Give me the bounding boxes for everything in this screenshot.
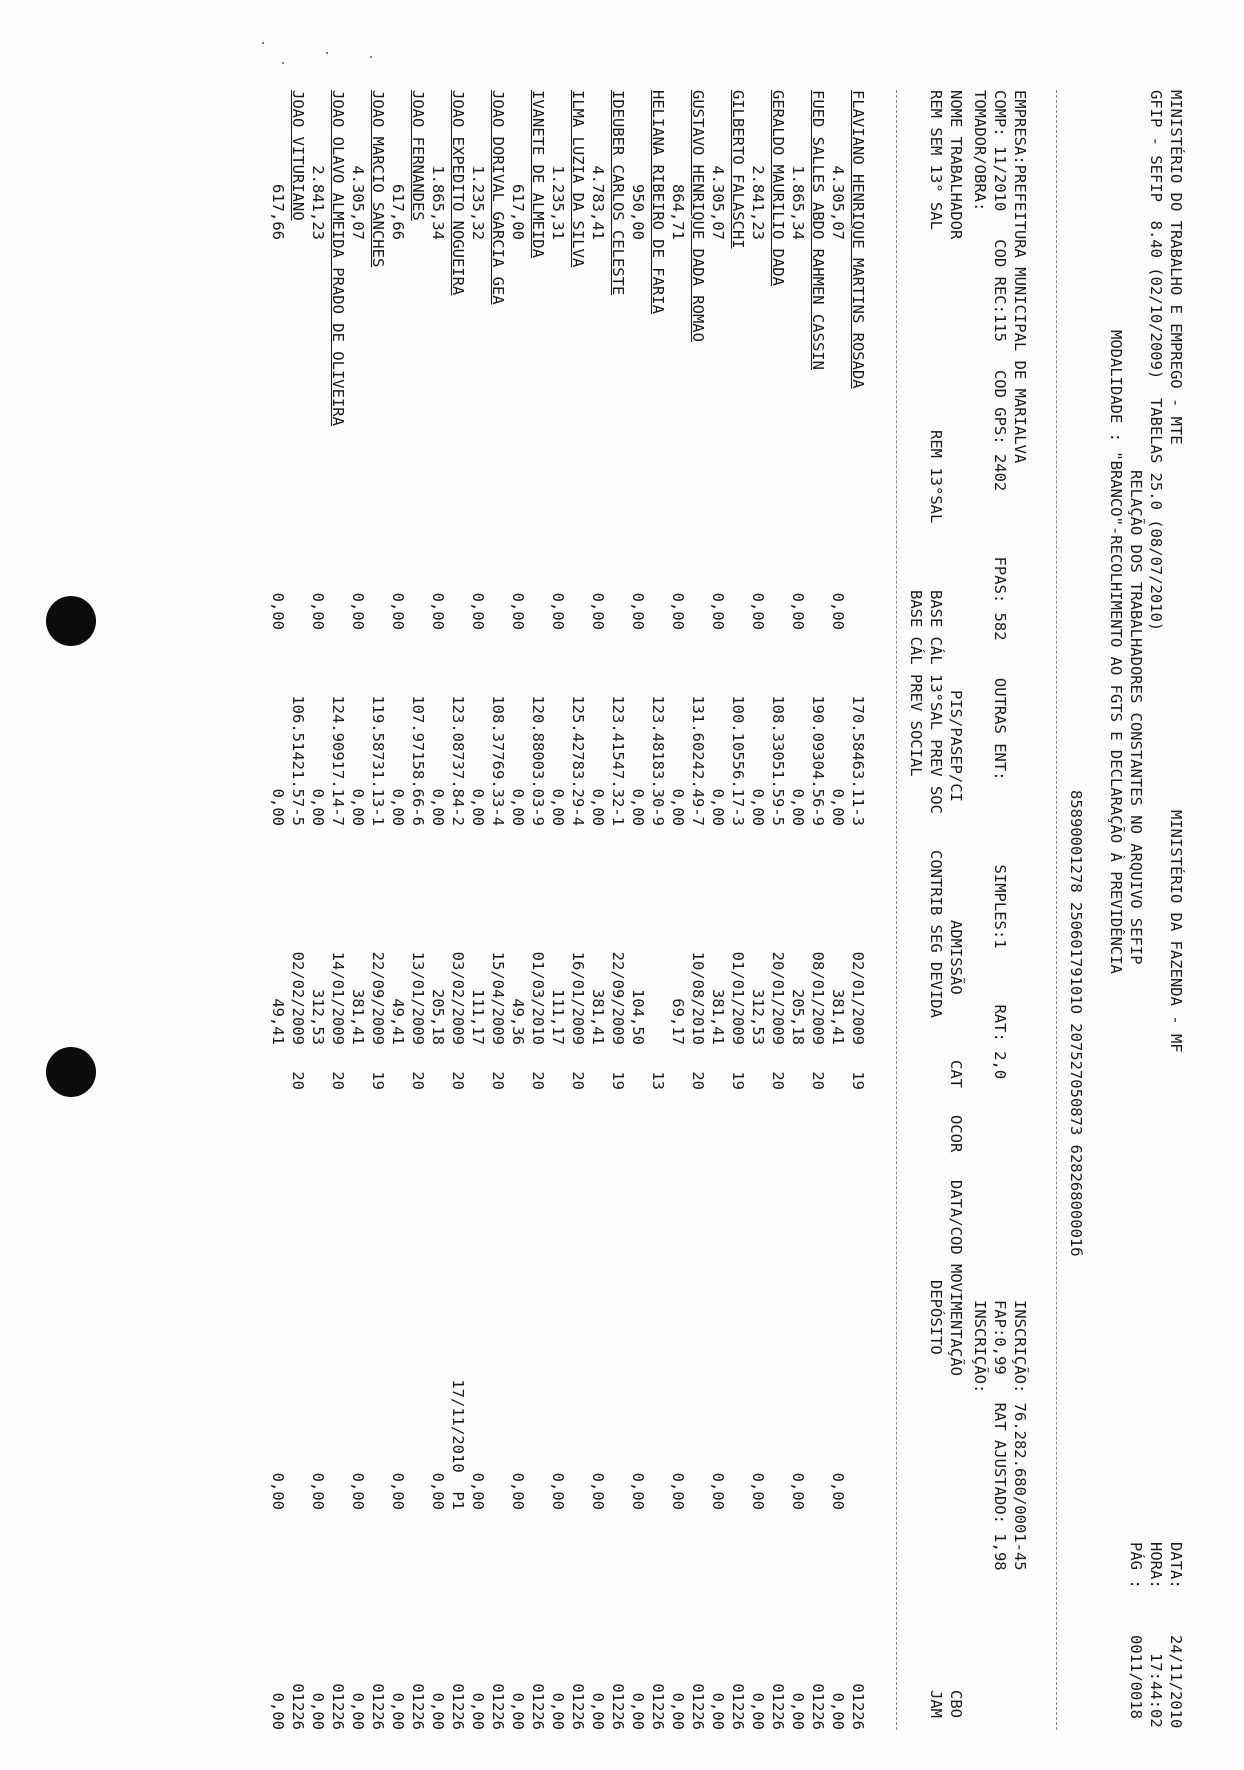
col-pis: PIS/PASEP/CI — [947, 690, 965, 802]
col-nome: NOME TRABALHADOR — [947, 90, 965, 240]
worker-row — [567, 90, 587, 1750]
worker-deposito: 0,00 — [669, 1472, 687, 1510]
comp-line: COMP: 11/2010 COD REC:115 COD GPS: 2402 FPAS: 582 OUTRAS ENT: SIMPLES:1 RAT: 2,0 — [991, 90, 1009, 1080]
worker-deposito: 0,00 — [829, 1472, 847, 1510]
col-base-prev: BASE CÁL PREV SOCIAL — [907, 590, 925, 777]
worker-row — [367, 90, 387, 1750]
ministry-left: MINISTÉRIO DO TRABALHO E EMPREGO - MTE — [1167, 90, 1185, 445]
worker-row — [647, 90, 667, 1750]
worker-pis: 120.88003.03-9 — [529, 695, 547, 826]
worker-admissao: 14/01/2009 — [329, 951, 347, 1045]
worker-cat: 20 — [329, 1071, 347, 1090]
worker-name: JOAO DORIVAL GARCIA GEA — [489, 90, 507, 305]
worker-deposito: 0,00 — [349, 1472, 367, 1510]
col-cat: CAT — [947, 1060, 965, 1088]
worker-row-values — [267, 90, 287, 1750]
worker-row-values — [507, 90, 527, 1750]
worker-deposito: 0,00 — [389, 1472, 407, 1510]
worker-jam: 0,00 — [749, 1692, 767, 1730]
worker-name: GUSTAVO HENRIQUE DADA ROMAO — [689, 90, 707, 342]
time-value: 17:44:02 — [1147, 1653, 1165, 1728]
worker-base13: 0,00 — [629, 788, 647, 826]
worker-admissao: 02/02/2009 — [289, 951, 307, 1045]
worker-admissao: 01/01/2009 — [729, 951, 747, 1045]
worker-base13: 0,00 — [549, 788, 567, 826]
worker-cat: 19 — [369, 1071, 387, 1090]
worker-rem13: 0,00 — [829, 592, 847, 630]
worker-pis: 100.10556.17-3 — [729, 695, 747, 826]
worker-cbo: 01226 — [449, 1683, 467, 1730]
worker-admissao: 13/01/2009 — [409, 951, 427, 1045]
worker-admissao: 08/01/2009 — [809, 951, 827, 1045]
worker-deposito: 0,00 — [549, 1472, 567, 1510]
worker-cbo: 01226 — [369, 1683, 387, 1730]
worker-base13: 0,00 — [469, 788, 487, 826]
worker-cbo: 01226 — [529, 1683, 547, 1730]
worker-admissao: 20/01/2009 — [769, 951, 787, 1045]
worker-name: JOAO MARCIO SANCHES — [369, 90, 387, 268]
worker-cbo: 01226 — [689, 1683, 707, 1730]
worker-contrib: 312,53 — [309, 989, 327, 1045]
worker-jam: 0,00 — [269, 1692, 287, 1730]
worker-contrib: 111,17 — [549, 989, 567, 1045]
worker-row — [447, 90, 467, 1750]
col-movimentacao: DATA/COD MOVIMENTAÇÃO — [947, 1180, 965, 1376]
worker-row — [847, 90, 867, 1750]
col-contrib: CONTRIB SEG DEVIDA — [927, 850, 945, 1018]
worker-row-values — [427, 90, 447, 1750]
worker-cbo: 01226 — [609, 1683, 627, 1730]
worker-pis: 170.58463.11-3 — [849, 695, 867, 826]
col-admissao: ADMISSÃO — [947, 920, 965, 995]
worker-deposito: 0,00 — [469, 1472, 487, 1510]
worker-jam: 0,00 — [789, 1692, 807, 1730]
worker-row-values — [627, 90, 647, 1750]
worker-deposito: 0,00 — [629, 1472, 647, 1510]
worker-rem13: 0,00 — [429, 592, 447, 630]
worker-rem13: 0,00 — [509, 592, 527, 630]
worker-rem13: 0,00 — [389, 592, 407, 630]
worker-row — [807, 90, 827, 1750]
worker-name: HELIANA RIBEIRO DE FARIA — [649, 90, 667, 314]
divider — [1056, 90, 1057, 1730]
worker-contrib: 381,41 — [349, 989, 367, 1045]
worker-rem-sem: 2.841,23 — [309, 165, 327, 240]
date-label: DATA: — [1167, 1542, 1185, 1589]
worker-row — [607, 90, 627, 1750]
worker-rem-sem: 617,66 — [269, 184, 287, 240]
worker-name: JOAO EXPEDITO NOGUEIRA — [449, 90, 467, 296]
worker-contrib: 111,17 — [469, 989, 487, 1045]
worker-rem13: 0,00 — [669, 592, 687, 630]
worker-deposito: 0,00 — [269, 1472, 287, 1510]
worker-cat: 19 — [729, 1071, 747, 1090]
worker-contrib: 104,50 — [629, 989, 647, 1045]
worker-pis: 123.41547.32-1 — [609, 695, 627, 826]
worker-cbo: 01226 — [329, 1683, 347, 1730]
worker-contrib: 49,41 — [389, 998, 407, 1045]
worker-row-values — [347, 90, 367, 1750]
worker-deposito: 0,00 — [589, 1472, 607, 1510]
worker-row — [287, 90, 307, 1750]
worker-name: JOAO VITURIANO — [289, 90, 307, 221]
worker-deposito: 0,00 — [309, 1472, 327, 1510]
worker-movimentacao: 17/11/2010 P1 — [449, 1379, 467, 1510]
worker-pis: 190.09304.56-9 — [809, 695, 827, 826]
date-value: 24/11/2010 — [1167, 1635, 1185, 1729]
inscricao: INSCRIÇÃO: 76.282.680/0001-45 — [1011, 1300, 1029, 1571]
worker-name: JOAO FERNANDES — [409, 90, 427, 221]
scan-speck — [326, 52, 328, 54]
worker-pis: 131.60242.49-7 — [689, 695, 707, 826]
file-code: 85890001278 25060179101O 20752705087З 62826800001б — [1067, 790, 1085, 1257]
worker-admissao: 01/03/2010 — [529, 951, 547, 1045]
worker-contrib: 69,17 — [669, 998, 687, 1045]
worker-rem13: 0,00 — [589, 592, 607, 630]
divider — [896, 90, 897, 1730]
col-base13: BASE CÁL 13°SAL PREV SOC — [927, 590, 945, 814]
worker-cat: 20 — [289, 1071, 307, 1090]
worker-row-values — [747, 90, 767, 1750]
worker-cat: 13 — [649, 1071, 667, 1090]
worker-rem13: 0,00 — [469, 592, 487, 630]
worker-cat: 20 — [569, 1071, 587, 1090]
worker-rem-sem: 864,71 — [669, 184, 687, 240]
worker-admissao: 22/09/2009 — [609, 951, 627, 1045]
worker-rem13: 0,00 — [709, 592, 727, 630]
worker-pis: 123.08737.84-2 — [449, 695, 467, 826]
fap: FAP:0,99 RAT AJUSTADO: 1,98 — [991, 1300, 1009, 1571]
worker-contrib: 205,18 — [429, 989, 447, 1045]
worker-contrib: 49,41 — [269, 998, 287, 1045]
worker-name: FLAVIANO HENRIQUE MARTINS ROSADA — [849, 90, 867, 389]
worker-cat: 19 — [849, 1071, 867, 1090]
worker-rem-sem: 950,00 — [629, 184, 647, 240]
worker-jam: 0,00 — [389, 1692, 407, 1730]
worker-deposito: 0,00 — [709, 1472, 727, 1510]
worker-contrib: 381,41 — [709, 989, 727, 1045]
worker-base13: 0,00 — [309, 788, 327, 826]
worker-cbo: 01226 — [809, 1683, 827, 1730]
worker-cbo: 01226 — [409, 1683, 427, 1730]
worker-rem-sem: 1.865,34 — [429, 165, 447, 240]
worker-rem-sem: 1.235,31 — [549, 165, 567, 240]
worker-rem-sem: 2.841,23 — [749, 165, 767, 240]
worker-jam: 0,00 — [709, 1692, 727, 1730]
worker-row-values — [667, 90, 687, 1750]
worker-contrib: 49,36 — [509, 998, 527, 1045]
worker-cbo: 01226 — [769, 1683, 787, 1730]
worker-rem13: 0,00 — [789, 592, 807, 630]
worker-rem-sem: 1.865,34 — [789, 165, 807, 240]
worker-row-values — [787, 90, 807, 1750]
ministry-right: MINISTÉRIO DA FAZENDA - MF — [1167, 810, 1185, 1053]
worker-rem-sem: 4.305,07 — [829, 165, 847, 240]
worker-base13: 0,00 — [589, 788, 607, 826]
worker-name: FUED SALLES ABDO RAHMEN CASSIN — [809, 90, 827, 370]
worker-base13: 0,00 — [389, 788, 407, 826]
worker-cat: 19 — [609, 1071, 627, 1090]
col-jam: JAM — [927, 1690, 945, 1718]
worker-base13: 0,00 — [349, 788, 367, 826]
scan-speck — [370, 56, 372, 58]
worker-base13: 0,00 — [709, 788, 727, 826]
scan-speck — [262, 42, 264, 44]
worker-row-values — [307, 90, 327, 1750]
worker-jam: 0,00 — [469, 1692, 487, 1730]
worker-base13: 0,00 — [829, 788, 847, 826]
worker-rem13: 0,00 — [749, 592, 767, 630]
worker-jam: 0,00 — [549, 1692, 567, 1730]
worker-name: GILBERTO FALASCHI — [729, 90, 747, 249]
worker-base13: 0,00 — [429, 788, 447, 826]
worker-jam: 0,00 — [509, 1692, 527, 1730]
worker-base13: 0,00 — [269, 788, 287, 826]
worker-jam: 0,00 — [629, 1692, 647, 1730]
page-label: PÁG : — [1127, 1542, 1145, 1589]
worker-rem13: 0,00 — [549, 592, 567, 630]
col-rem-sem: REM SEM 13° SAL — [927, 90, 945, 230]
worker-cat: 20 — [689, 1071, 707, 1090]
worker-row — [327, 90, 347, 1750]
worker-name: IDEUBER CARLOS CELESTE — [609, 90, 627, 296]
worker-contrib: 381,41 — [829, 989, 847, 1045]
worker-deposito: 0,00 — [789, 1472, 807, 1510]
worker-base13: 0,00 — [669, 788, 687, 826]
worker-base13: 0,00 — [509, 788, 527, 826]
worker-deposito: 0,00 — [509, 1472, 527, 1510]
modalidade: MODALIDADE : "BRANCO"-RECOLHIMENTO AO FGTS E DECLARAÇÃO À PREVIDÊNCIA — [1107, 330, 1125, 974]
worker-cbo: 01226 — [849, 1683, 867, 1730]
worker-row-values — [467, 90, 487, 1750]
worker-cbo: 01226 — [289, 1683, 307, 1730]
worker-rem13: 0,00 — [309, 592, 327, 630]
worker-cbo: 01226 — [569, 1683, 587, 1730]
col-ocor: OCOR — [947, 1115, 965, 1153]
worker-jam: 0,00 — [669, 1692, 687, 1730]
worker-cat: 20 — [769, 1071, 787, 1090]
worker-pis: 107.97158.66-6 — [409, 695, 427, 826]
worker-pis: 108.37769.33-4 — [489, 695, 507, 826]
worker-name: ILMA LUZIA DA SILVA — [569, 90, 587, 268]
worker-row — [767, 90, 787, 1750]
worker-contrib: 205,18 — [789, 989, 807, 1045]
worker-rem-sem: 617,66 — [389, 184, 407, 240]
worker-admissao: 10/08/2010 — [689, 951, 707, 1045]
worker-rem13: 0,00 — [349, 592, 367, 630]
worker-rem-sem: 617,00 — [509, 184, 527, 240]
worker-pis: 125.42783.29-4 — [569, 695, 587, 826]
worker-rem-sem: 4.305,07 — [349, 165, 367, 240]
worker-cbo: 01226 — [649, 1683, 667, 1730]
worker-pis: 106.51421.57-5 — [289, 695, 307, 826]
worker-name: GERALDO MAURILIO DADA — [769, 90, 787, 286]
worker-pis: 124.90917.14-7 — [329, 695, 347, 826]
worker-row-values — [587, 90, 607, 1750]
worker-admissao: 02/01/2009 — [849, 951, 867, 1045]
worker-name: IVANETE DE ALMEIDA — [529, 90, 547, 258]
time-label: HORA: — [1147, 1542, 1165, 1589]
worker-admissao: 15/04/2009 — [489, 951, 507, 1045]
worker-jam: 0,00 — [349, 1692, 367, 1730]
worker-cat: 20 — [449, 1071, 467, 1090]
empresa: EMPRESA:PREFEITURA MUNICIPAL DE MARIALVA — [1011, 90, 1029, 464]
worker-jam: 0,00 — [589, 1692, 607, 1730]
worker-deposito: 0,00 — [429, 1472, 447, 1510]
worker-contrib: 381,41 — [589, 989, 607, 1045]
worker-rem-sem: 4.305,07 — [709, 165, 727, 240]
worker-row-values — [547, 90, 567, 1750]
worker-cat: 20 — [409, 1071, 427, 1090]
scan-speck — [282, 62, 284, 64]
tomador: TOMADOR/OBRA: — [971, 90, 989, 212]
gfip-version: GFIP - SEFIP 8.40 (02/10/2009) TABELAS 25.0 (08/07/2010) — [1147, 90, 1165, 632]
worker-row — [687, 90, 707, 1750]
worker-admissao: 22/09/2009 — [369, 951, 387, 1045]
worker-rem-sem: 1.235,32 — [469, 165, 487, 240]
worker-cbo: 01226 — [729, 1683, 747, 1730]
worker-pis: 123.48183.30-9 — [649, 695, 667, 826]
worker-base13: 0,00 — [749, 788, 767, 826]
col-rem13: REM 13°SAL — [927, 430, 945, 524]
inscricao-tomador: INSCRIÇÃO: — [971, 1300, 989, 1394]
worker-row-values — [827, 90, 847, 1750]
col-cbo: CBO — [947, 1690, 965, 1718]
worker-jam: 0,00 — [829, 1692, 847, 1730]
worker-row — [407, 90, 427, 1750]
worker-rem-sem: 4.783,41 — [589, 165, 607, 240]
worker-admissao: 03/02/2009 — [449, 951, 467, 1045]
worker-row-values — [707, 90, 727, 1750]
worker-cat: 20 — [809, 1071, 827, 1090]
worker-rem13: 0,00 — [269, 592, 287, 630]
page-value: 0011/0018 — [1127, 1635, 1145, 1719]
worker-name: JOAO OLAVO ALMEIDA PRADO DE OLIVEIRA — [329, 90, 347, 426]
worker-row-values — [387, 90, 407, 1750]
col-deposito: DEPÓSITO — [927, 1280, 945, 1355]
worker-admissao: 16/01/2009 — [569, 951, 587, 1045]
worker-jam: 0,00 — [309, 1692, 327, 1730]
worker-row — [527, 90, 547, 1750]
worker-jam: 0,00 — [429, 1692, 447, 1730]
worker-cat: 20 — [489, 1071, 507, 1090]
worker-row — [487, 90, 507, 1750]
worker-cat: 20 — [529, 1071, 547, 1090]
worker-pis: 108.33051.59-5 — [769, 695, 787, 826]
worker-deposito: 0,00 — [749, 1472, 767, 1510]
worker-pis: 119.58731.13-1 — [369, 695, 387, 826]
worker-rem13: 0,00 — [629, 592, 647, 630]
worker-contrib: 312,53 — [749, 989, 767, 1045]
report-title: RELAÇÃO DOS TRABALHADORES CONSTANTES NO ARQUIVO SEFIP — [1127, 470, 1145, 965]
worker-base13: 0,00 — [789, 788, 807, 826]
worker-row — [727, 90, 747, 1750]
rotated-report — [25, 90, 1185, 1750]
worker-cbo: 01226 — [489, 1683, 507, 1730]
